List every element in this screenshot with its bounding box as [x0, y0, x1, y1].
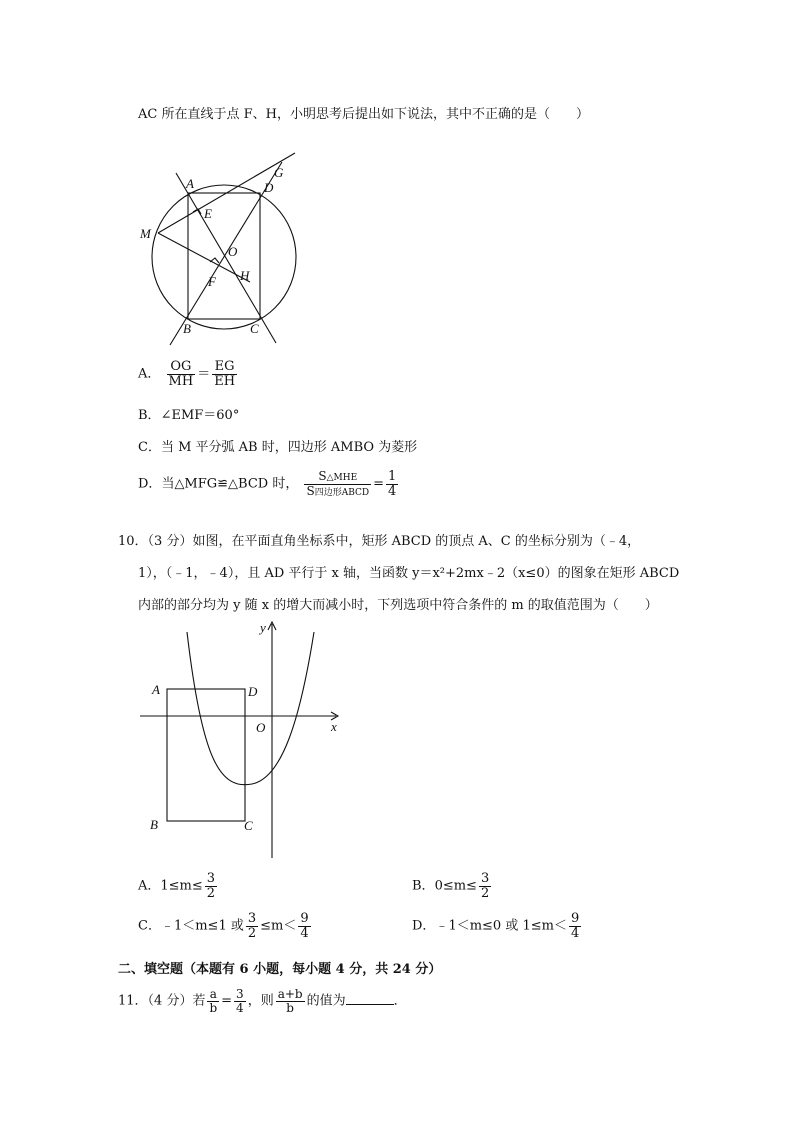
q10-line2: 1），（﹣1，﹣4），且 AD 平行于 x 轴，当函数 y＝x²+2mx﹣2（x≤0）的图象在矩形 ABCD [138, 566, 680, 581]
q9-option-b[interactable]: B．∠EMF＝60° [138, 408, 240, 423]
section-heading: 二、填空题（本题有 6 小题，每小题 4 分，共 24 分） [118, 962, 442, 977]
label-h: H [240, 268, 250, 283]
q9-option-d[interactable]: D．当△MFG≌△BCD 时， $\frac{\text{S△MHE}}{\text{S四边形ABCD}}$ = $\frac{1}{4}$ [138, 469, 397, 499]
q11: 11．（4 分）若 $\frac{a}{b}$ = $\frac{3}{4}$ ，则 $\frac{a+b}{b}$ 的值为 ． [118, 987, 407, 1015]
label-c: C [244, 818, 253, 833]
fraction-3-2: $\frac{3}{2}$ [480, 871, 490, 901]
fraction-area-ratio: $\frac{\text{S△MHE}}{\text{S四边形ABCD}}$ [306, 469, 370, 498]
label-b: B [150, 817, 158, 832]
fraction-one-quarter: $\frac{1}{4}$ [388, 469, 397, 499]
label-o: O [228, 244, 238, 259]
q10-option-a[interactable]: A．1≤m≤ $\frac{3}{2}$ [138, 871, 216, 901]
fraction-a-plus-b-over-b: $\frac{a+b}{b}$ [277, 987, 303, 1015]
q9-option-c[interactable]: C．当 M 平分弧 AB 时，四边形 AMBO 为菱形 [138, 440, 418, 455]
q10-line3: 内部的部分均为 y 随 x 的增大而减小时，下列选项中符合条件的 m 的取值范围为（ ） [138, 598, 658, 613]
fraction-a-b: $\frac{a}{b}$ [209, 987, 218, 1015]
label-b: B [183, 321, 191, 336]
q9-option-a[interactable]: A． $\frac{OG}{MH}$ ＝ $\frac{EG}{EH}$ [138, 359, 236, 389]
q10-option-b[interactable]: B．0≤m≤ $\frac{3}{2}$ [412, 871, 490, 901]
label-o: O [256, 720, 266, 735]
fraction-3-2: $\frac{3}{2}$ [206, 871, 216, 901]
fraction-9-4: $\frac{9}{4}$ [300, 911, 309, 941]
label-d: D [264, 180, 274, 195]
right-angle-f [210, 258, 219, 263]
label-y: y [260, 620, 266, 635]
fraction-9-4: $\frac{9}{4}$ [570, 911, 580, 941]
q10-option-c[interactable]: C．﹣1＜m≤1 或 $\frac{3}{2}$ ≤m＜ $\frac{9}{4}$ [138, 911, 309, 941]
label-a: A [186, 176, 194, 191]
fraction-og-mh: $\frac{OG}{MH}$ [168, 359, 194, 389]
q10-figure [140, 620, 360, 860]
label-e: E [204, 206, 212, 221]
label-c: C [250, 321, 259, 336]
q10-option-d[interactable]: D．﹣1＜m≤0 或 1≤m＜ $\frac{9}{4}$ [412, 911, 580, 941]
q9-intro: AC 所在直线于点 F、H，小明思考后提出如下说法，其中不正确的是（ ） [138, 107, 589, 122]
fraction-3-4: $\frac{3}{4}$ [236, 987, 244, 1015]
label-a: A [152, 682, 160, 697]
q9-figure [130, 130, 330, 370]
rectangle-abcd [167, 689, 245, 821]
parabola [187, 632, 314, 785]
label-m: M [140, 226, 151, 241]
line-ac [176, 173, 276, 343]
fraction-eg-eh: $\frac{EG}{EH}$ [214, 359, 236, 389]
answer-blank[interactable] [346, 1004, 394, 1005]
label-x: x [331, 719, 337, 734]
q10-line1: 10．（3 分）如图，在平面直角坐标系中，矩形 ABCD 的顶点 A、C 的坐标分别为（﹣4， [118, 534, 641, 549]
label-d: D [248, 684, 258, 699]
fraction-3-2: $\frac{3}{2}$ [247, 911, 257, 941]
label-g: G [274, 165, 284, 180]
label-f: F [208, 274, 216, 289]
